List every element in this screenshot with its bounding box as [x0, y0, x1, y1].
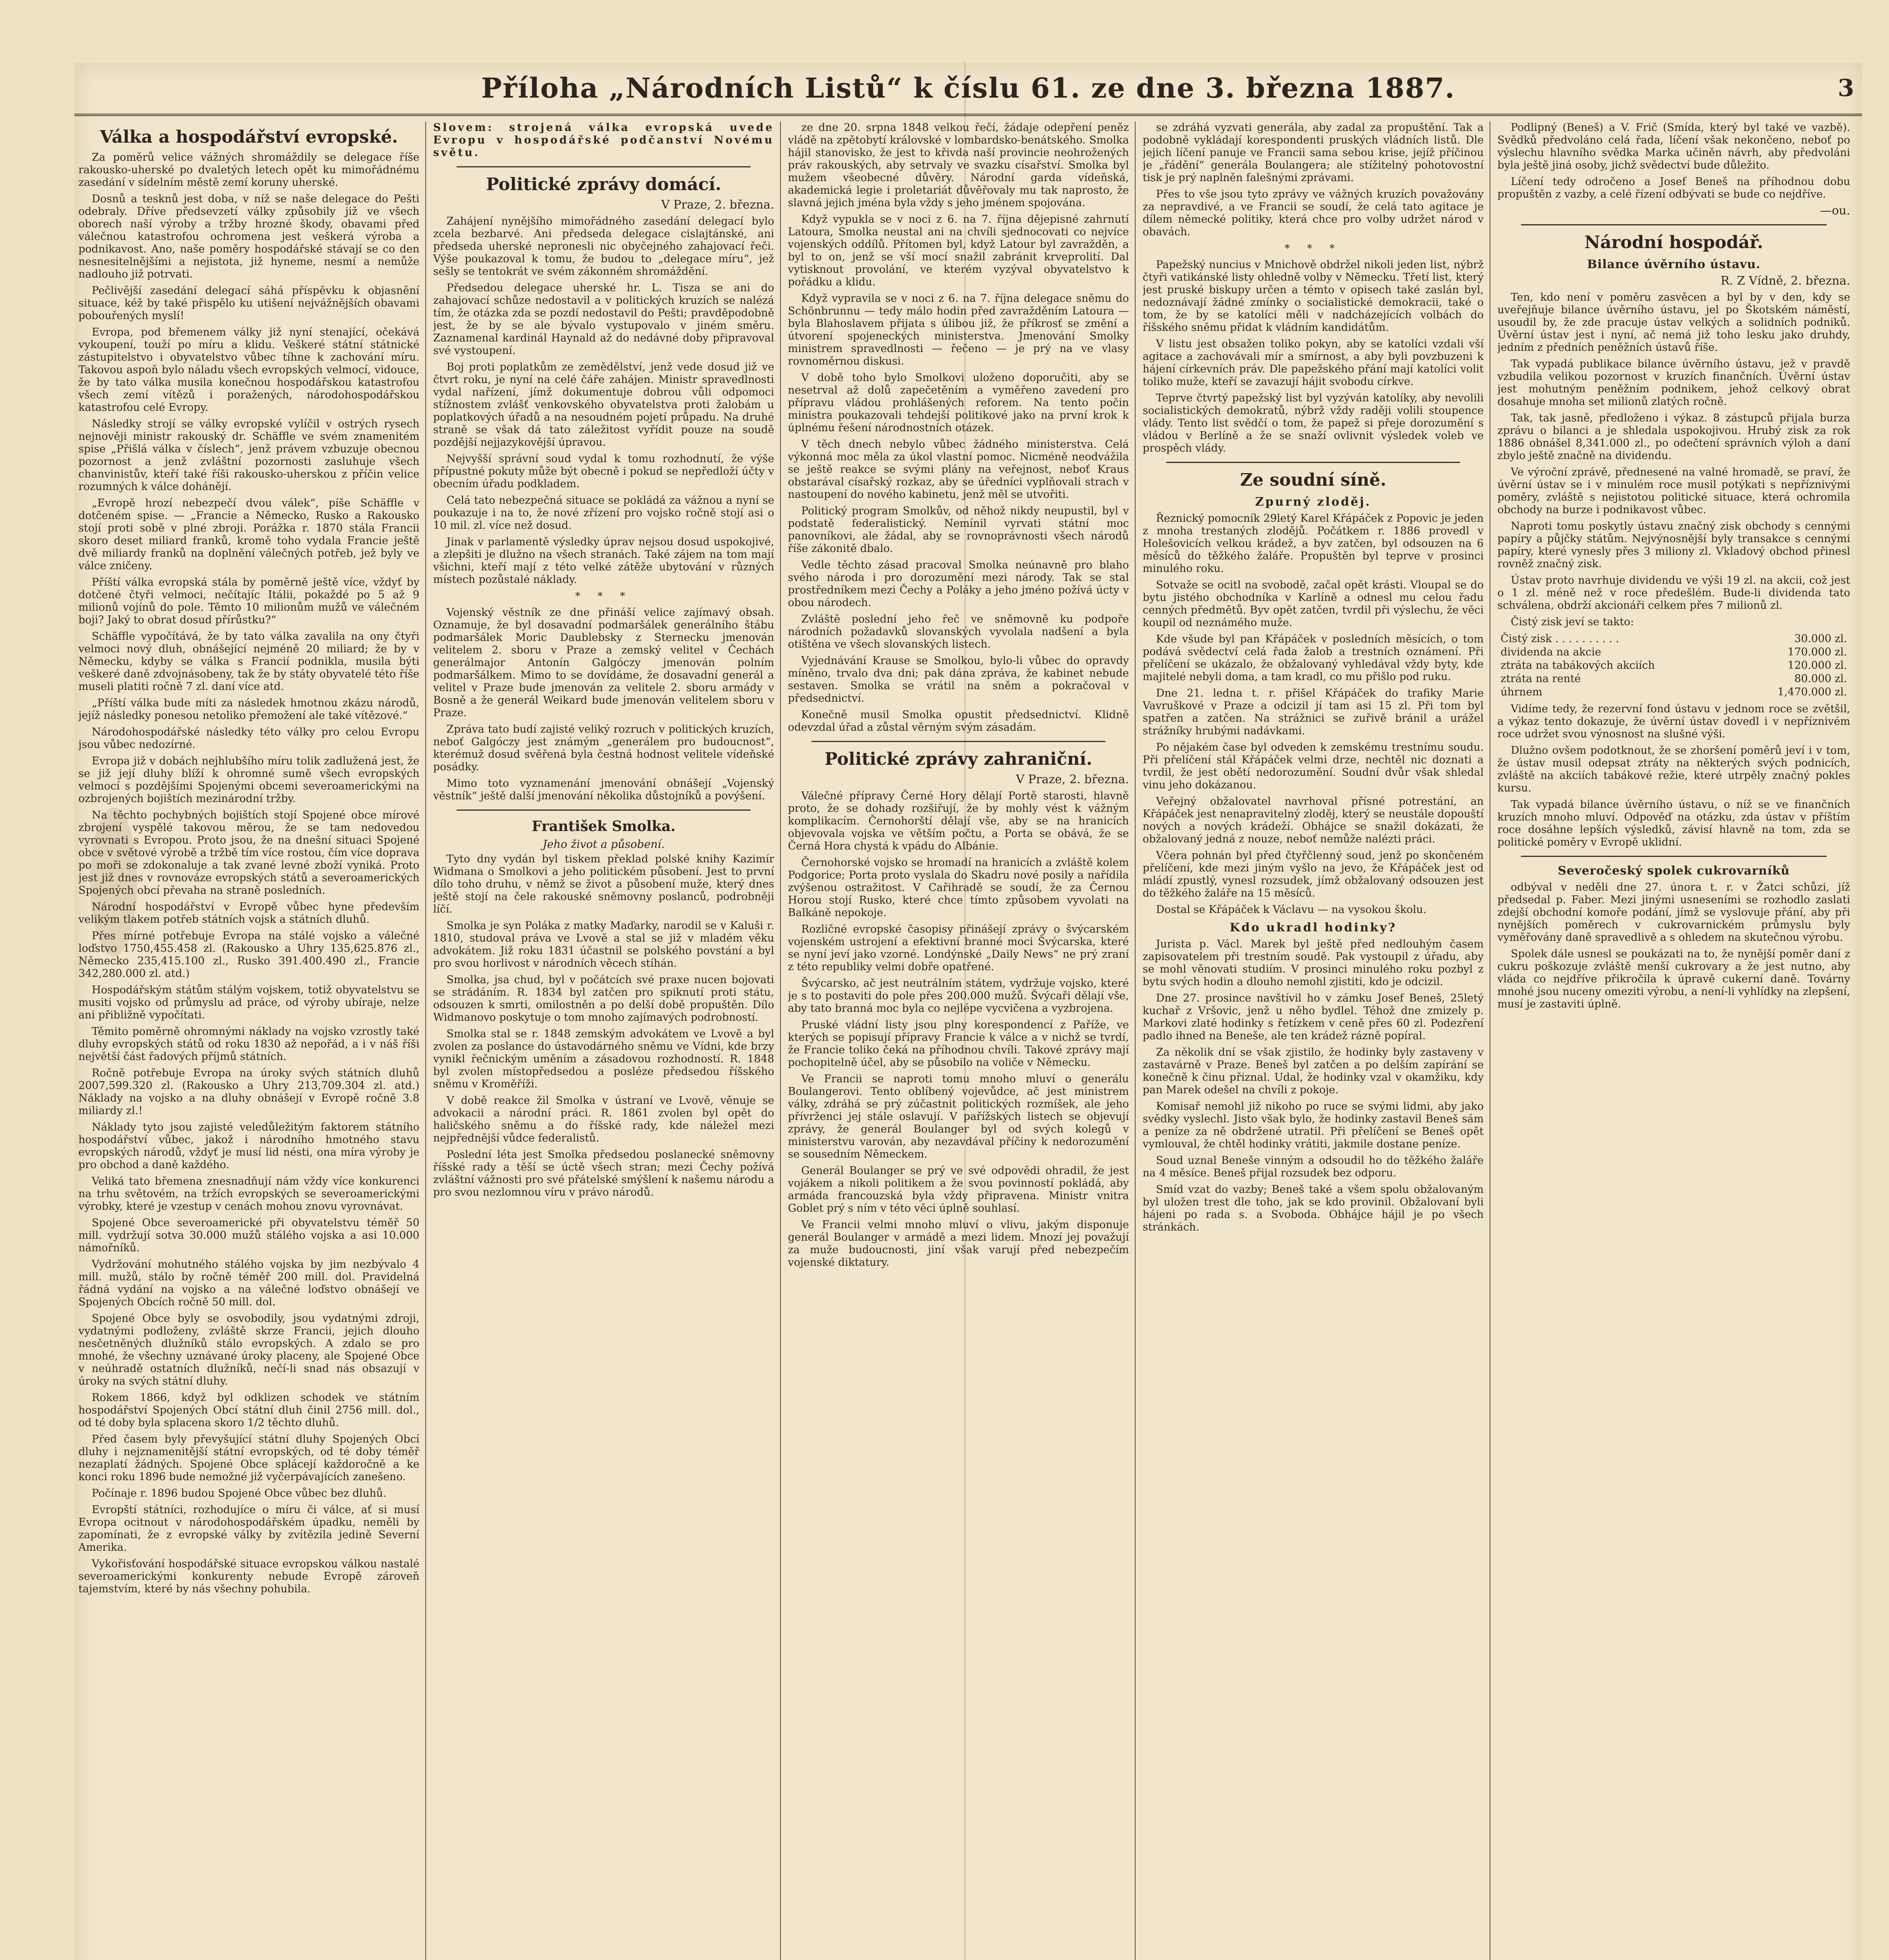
- newspaper-page: [74, 63, 1862, 1960]
- divider: [1521, 856, 1827, 857]
- paragraph: Evropa, pod břemenem války již nyní stenající, očekává vykoupení, touží po míru a klidu. Veškeré státní státnické zástupitelstvo i obyvatelstvo vůbec tíhne k zachování míru. Takovou aspoň bylo náladu všech evropských velmocí, vidouce, že by tato válka musila konečnou hospodářskou katastrofou všech zemí vítězů i poražených, národohospodářskou katastrofou celé Evropy.: [78, 326, 419, 414]
- article-title-smolka: František Smolka.: [532, 818, 676, 835]
- paragraph: Za několik dní se však zjistilo, že hodinky byly zastaveny v zastavárně v Praze. Beneš byl zatčen a po delším zapírání se konečně k činu přiznal. Udal, že hodinky vzal v okamžiku, kdy pan Marek odešel na chvíli z pokoje.: [1143, 1046, 1484, 1096]
- paragraph: Veliká tato břemena znesnadňují nám vždy více konkurenci na trhu světovém, na tržích evropských se severoamerickými výrobky, které je vzestup v cenách mohou znovu vyrovnávat.: [78, 1175, 419, 1212]
- row-label: ztráta na renté: [1501, 673, 1581, 685]
- paragraph: Vidíme tedy, že rezervní fond ústavu v jednom roce se zvětšil, a výkaz tento dokazuje, že úvěrní ústav dovedl i v nepříznivém roce udržet svou výnosnost na slušné výši.: [1497, 703, 1850, 740]
- column-rule: [425, 122, 426, 1960]
- paragraph: Ten, kdo není v poměru zasvěcen a byl by v den, kdy se uveřejňuje bilance úvěrního ústavu, jel po Škotském náměstí, usoudil by, že zde pracuje ústav velkých a solidních podniků. Úvěrní ústav jest i nyní, ač nemá již toho lesku jako druhdy, jedním z předních peněžních ústavů říše.: [1497, 291, 1850, 354]
- divider: [811, 741, 1105, 742]
- paragraph: Líčení tedy odročeno a Josef Beneš na příhodnou dobu propuštěn z vazby, a celé řízení odbývati se bude co nejdříve.: [1497, 176, 1850, 200]
- paragraph: Celá tato nebezpečná situace se pokládá za vážnou a nyní se poukazuje i na to, že nové zřízení pro vojsko ročně stojí asi o 10 mil. zl. více než dosud.: [433, 494, 774, 532]
- masthead: [74, 63, 1862, 116]
- paragraph: Dne 27. prosince navštívil ho v zámku Josef Beneš, 25letý kuchař z Vršovic, jenž u něho bydlel. Téhož dne zmizely p. Markovi zlaté hodinky s řetízkem v ceně přes 60 zl. Podezření padlo ihned na Beneše, ale ten krádež rázně popíral.: [1143, 992, 1484, 1042]
- paragraph: Tak vypadá bilance úvěrního ústavu, o níž se ve finančních kruzích mnoho mluví. Odpověď na otázku, zda ústav v příštím roce dosáhne lepších výsledků, závisí hlavně na tom, zda se politické poměry v Evropě uklidní.: [1497, 799, 1850, 848]
- paragraph: Evropa již v dobách nejhlubšího míru tolik zadlužená jest, že se již její dluhy blíží k ohromné sumě všech evropských velmocí s pozdějšími Spojenými obcemi severoamerickými na ozbrojených bojištích mezinárodní tržby.: [78, 755, 419, 805]
- paragraph: V době reakce žil Smolka v ústraní ve Lvově, věnuje se advokacii a národní práci. R. 1861 zvolen byl opět do haličského sněmu a do říšské rady, kde náležel mezi nejpřednější vůdce federalistů.: [433, 1094, 774, 1144]
- paragraph: Švýcarsko, ač jest neutrálním státem, vydržuje vojsko, které je s to postaviti do pole přes 200.000 mužů. Švýcaři dělají vše, aby tato branná moc byla co nejlépe vycvičena a vyzbrojena.: [788, 977, 1129, 1014]
- paragraph: Jurista p. Václ. Marek byl ještě před nedlouhým časem zapisovatelem při trestním soudě. Pak vystoupil z úřadu, aby se mohl věnovati studiím. V prosinci minulého roku pozbyl z bytu svých hodin a dlouho nemohl zjistiti, kdo je odcizil.: [1143, 938, 1484, 988]
- row-value: 1,470.000 zl.: [1777, 686, 1847, 698]
- paragraph: Přes mírné potřebuje Evropa na stálé vojsko a válečné loďstvo 1750,455.458 zl. (Rakousko a Uhry 135,625.876 zl., Německo 235,415.100 zl., Rusko 391.400.490 zl., Francie 342,280.000 zl. atd.): [78, 930, 419, 980]
- paragraph: Předsedou delegace uherské hr. L. Tisza se ani do zahajovací schůze nedostavil a v politických kruzích se nalézá tím, že otázka zda se pozdí nedostavil do Pešti; pravděpodobně jest, že by se ale bývalo vystupovalo v jiném směru. Zaznamenal kardinál Haynald až do nedávné doby připravoval své vystoupení.: [433, 282, 774, 357]
- paragraph: Poslední léta jest Smolka předsedou poslanecké sněmovny říšské rady a těší se úctě všech stran; mezi Čechy požívá zvláštní vážnosti pro své přátelské smýšlení k našemu národu a pro svou nezlomnou víru v právo národů.: [433, 1149, 774, 1198]
- paragraph: Kde všude byl pan Křápáček v posledních měsících, o tom podává svědectví celá řada žalob a trestních oznámení. Při přelíčení se ukázalo, že obžalovaný vyhledával vždy byty, kde majitelé nebyli doma, a tam kradl, co mu přišlo pod ruku.: [1143, 633, 1484, 683]
- divider: [457, 166, 751, 167]
- supplement-title: Příloha „Národních Listů“ k číslu 61. ze dne 3. března 1887.: [481, 72, 1455, 104]
- paragraph: Řeznický pomocník 29letý Karel Křápáček z Popovic je jeden z mnoha trestaných zlodějů. Počátkem r. 1886 provedl v Holešovicích velkou krádež, a byv zatčen, byl odsouzen na 6 měsíců do těžkého žaláře. Propuštěn byl teprve v prosinci minulého roku.: [1143, 512, 1484, 575]
- paragraph: Vykořisťování hospodářské situace evropskou válkou nastalé severoamerickými konkurenty nebude Evropě zároveň tajemstvím, které by nás všechny pohubila.: [78, 1558, 419, 1595]
- column-rule: [780, 122, 781, 1960]
- article-title-hodinky: Kdo ukradl hodinky?: [1230, 921, 1397, 935]
- paragraph: Tak, tak jasně, předloženo i výkaz. 8 zástupců přijala burza zprávu o bilanci a je shledala uspokojivou. Hrubý zisk za rok 1886 obnášel 8,341.000 zl., po odečtení správních výloh a daní zbylo ještě značně na dividendu.: [1497, 412, 1850, 462]
- paragraph: Vedle těchto zásad pracoval Smolka neúnavně pro blaho svého národa i pro dorozumění mezi národy. Tak se stal prostředníkem mezi Čechy a Poláky a jeho jméno požívá úcty v obou národech.: [788, 559, 1129, 609]
- paragraph: Rozličné evropské časopisy přinášejí zprávy o švýcarském vojenském ustrojení a efektivní branné moci Švýcarska, které se nyní jeví jako vzorné. Londýnské „Daily News“ ne prý zraní z této republiky velmi dobře opatřené.: [788, 923, 1129, 973]
- paragraph: Čistý zisk jeví se takto:: [1511, 616, 1634, 628]
- paragraph: Komisař nemohl již nikoho po ruce se svými lidmi, aby jako svědky vyslechl. Jisto však bylo, že hodinky zastavil Beneš sám a peníze za ně obdržené utratil. Při přelíčení se Beneš opět vymlouval, že chtěl hodinky vrátiti, jakmile dostane peníze.: [1143, 1100, 1484, 1150]
- paragraph: Spojené Obce byly se osvobodily, jsou vydatnými zdroji, vydatnými podloženy, zvláště skrze Francii, jejich dlouho nesčetněných dlužníků stálo evropských. A zdalo se pro mnohé, že všechny uznávané úroky placeny, ale Spojené Obce v neúhradě ostatních dlužníků, nečí-li snad nás obsazují v úroky na svých státní dluhy.: [78, 1312, 419, 1387]
- lead-text: Slovem: strojená válka evropská uvede Evropu v hospodářské podčanství Novému světu.: [433, 122, 774, 159]
- paragraph: Před časem byly převyšující státní dluhy Spojených Obcí dluhy i nejznamenitější státní evropských, od té doby téměř nezaplatí žádných. Spojené Obce splácejí každoročně a ke konci roku 1896 bude nemožné již vyčerpávajících zanešeno.: [78, 1433, 419, 1483]
- divider: [457, 809, 751, 811]
- divider: [1166, 462, 1460, 463]
- paragraph: Naproti tomu poskytly ústavu značný zisk obchody s cennými papíry a půjčky státům. Nejvýnosnější byly transakce s cennými papíry, které vynesly přes 3 miliony zl. Vkladový obchod přinesl rovněž značný zisk.: [1497, 520, 1850, 570]
- section-title-domestic: Politické zprávy domácí.: [486, 174, 722, 194]
- paragraph: Dlužno ovšem podotknout, že se zhoršení poměrů jeví i v tom, že ústav musil odepsat ztráty na některých svých podnicích, zvláště na akciích tabákové režie, které utrpěly značný pokles kursu.: [1497, 744, 1850, 794]
- paragraph: Ve výroční zprávě, přednesené na valné hromadě, se praví, že úvěrní ústav se i v minulém roce musil potýkati s nepříznivými poměry, zvláště s nejistotou politické situace, která ochromila obchody na burze i podnikavost vůbec.: [1497, 466, 1850, 516]
- paragraph: Válečné přípravy Černé Hory dělají Portě starosti, hlavně proto, že se dohady rozšiřují, že by mohly vést k vážným komplikacím. Černohorští dělají vše, aby se na hranicích objevovala vojska ve větším počtu, a Porta se obává, že se Černá Hora chystá k vpádu do Albánie.: [788, 790, 1129, 852]
- paragraph: Smolka je syn Poláka z matky Maďarky, narodil se v Kaluši r. 1810, studoval práva ve Lvově a stal se již v mladém věku advokátem. Již roku 1831 účastnil se polského povstání a byl pro svou horlivost v národních věcech stíhán.: [433, 920, 774, 969]
- signature: —ou.: [1820, 204, 1850, 218]
- paragraph: Ústav proto navrhuje dividendu ve výši 19 zl. na akcii, což jest o 1 zl. méně než v roce předešlém. Bude-li dividenda tato schválena, obdrží akcionáři celkem přes 7 milionů zl.: [1497, 574, 1850, 612]
- paragraph: Soud uznal Beneše vinným a odsoudil ho do těžkého žaláře na 4 měsíce. Beneš přijal rozsudek bez odporu.: [1143, 1154, 1484, 1179]
- paragraph: Jinak v parlamentě výsledky úprav nejsou dosud uspokojivé, a zlepšiti je dlužno na všech stranách. Také zájem na tom mají všichni, kteří mají z této velké zátěže ubytování v různých místech pozůstalé náklady.: [433, 536, 774, 586]
- paragraph: Tyto dny vydán byl tiskem překlad polské knihy Kazimír Widmana o Smolkovi a jeho politickém působení. Jest to první dílo toho druhu, v němž se život a působení muže, který dnes ještě stojí na čele rakouské sněmovny poslanců, podrobněji líčí.: [433, 853, 774, 915]
- paragraph: Rokem 1866, když byl odklizen schodek ve státním hospodářství Spojených Obcí státní dluh činil 2756 mill. dol., od té doby byla splacena skoro 1/2 těchto dluhů.: [78, 1392, 419, 1429]
- article-subtitle: Jeho život a působení.: [543, 838, 665, 851]
- section-title-economy: Národní hospodář.: [1584, 232, 1763, 252]
- paragraph: Smíd vzat do vazby; Beneš také a všem spolu obžalovaným byl uložen trest dle toho, jak se kdo provinil. Obžalovaní byli hájeni po rada s. a Svoboda. Obhájce hájil je po všech stránkách.: [1143, 1183, 1484, 1233]
- paragraph: Podlipný (Beneš) a V. Frič (Smída, který byl také ve vazbě). Svědků předvoláno celá řada, líčení však nekončeno, neboť po výslechu hlavního svědka Marka učiněn návrh, aby předvoláni byla ještě jiná osoby, jichž svědectví bude důležito.: [1497, 122, 1850, 171]
- paragraph: Sotvaže se ocitl na svobodě, začal opět krásti. Vloupal se do bytu jistého obchodníka v Karlíně a odnesl mu celou řadu cenných předmětů. Byv opět zatčen, tvrdil při výslechu, že věci koupil od neznámého muže.: [1143, 579, 1484, 629]
- paragraph: Veřejný obžalovatel navrhoval přísné potrestání, an Křápáček jest nenapravitelný zloděj, který se neustále dopouští nových a nových krádeží. Obhájce se snažil dokázati, že obžalovaný jedná z nouze, neboť nemůže nalézti práci.: [1143, 795, 1484, 845]
- balance-table: [1497, 632, 1850, 699]
- paragraph: Počínaje r. 1896 budou Spojené Obce vůbec bez dluhů.: [92, 1487, 387, 1499]
- paragraph: Ve Francii velmi mnoho mluví o vlivu, jakým disponuje generál Boulanger v armádě a mezi lidem. Mnozí jej považují za muže budoucnosti, jiní však varují před nebezpečím vojenské diktatury.: [788, 1219, 1129, 1269]
- row-value: 120.000 zl.: [1787, 659, 1847, 671]
- section-stars: * * *: [1285, 243, 1342, 254]
- article-title-bilance: Bilance úvěrního ústavu.: [1587, 258, 1761, 271]
- table-row: [1497, 686, 1850, 699]
- article-title-zlodej: Zpurný zloděj.: [1255, 495, 1371, 509]
- paragraph: Po nějakém čase byl odveden k zemskému trestnímu soudu. Při přelíčení stál Křápáček velmi drze, nechtěl nic doznati a tvrdil, že jest obětí nedorozumění. Soudní dvůr však shledal vinu jeho dokázanou.: [1143, 741, 1484, 791]
- paragraph: Národní hospodářství v Evropě vůbec hyne především velikým tlakem potřeb státních vojsk a státních dluhů.: [78, 901, 419, 926]
- paragraph: Tak vypadá publikace bilance úvěrního ústavu, jež v pravdě vzbudila velikou pozornost v kruzích finančních. Úvěrní ústav jest mohutným peněžním podnikem, jehož celkový obrat dosahuje mnoha set milionů zlatých ročně.: [1497, 358, 1850, 408]
- paragraph: Boj proti poplatkům ze zemědělství, jenž vede dosud již ve čtvrt roku, je nyní na celé čáře zahájen. Ministr spravedlnosti vydal nařízení, jímž dokumentuje dobrou vůli odpomoci stížnostem zvlášť venkovského obyvatelstva proti žalobám u poplatkových úřadů a na nesoudném pojetí průpadu. Na druhé straně se však dá tato záležitost vyřídit pouze na soudě pozdější nejjazykovější úpravou.: [433, 361, 774, 448]
- paragraph: Za poměrů velice vážných shromáždily se delegace říše rakousko-uherské po dvaletých letech opět ku mimořádnému zasedání v sídelním městě zemí koruny uherské.: [78, 151, 419, 189]
- paragraph: Dne 21. ledna t. r. přišel Křápáček do trafiky Marie Vavruškové v Praze a odcizil jí tam asi 15 zl. Při tom byl spatřen a zatčen. Na strážnici se zuřivě bránil a urážel strážníky hrubými nadávkami.: [1143, 687, 1484, 737]
- paragraph: Generál Boulanger se prý ve své odpovědi ohradil, že jest vojákem a nikoli politikem a že svou povinností pokládá, aby armáda francouzská byla vždy připravena. Ministr vnitra Goblet prý s ním v této věci úplně souhlasí.: [788, 1165, 1129, 1214]
- paragraph: Hospodářským státům stálým vojskem, totiž obyvatelstvu se musiti vojsko od průmyslu ad práce, od výroby ubíraje, nelze ani přibližně vypočítati.: [78, 984, 419, 1021]
- table-row: [1497, 632, 1850, 646]
- paragraph: Když vypravila se v noci z 6. na 7. října delegace sněmu do Schönbrunnu — tedy málo hodin před zavražděním Latoura — byla Blahoslavem přijata s úlibou již, že příkrosť se změní a útvorení spojeneckých ministerstva. Jmenování Smolky ministrem spravedlnosti — řečeno — je prý na ve vlasy rovnoměrnou diskusi.: [788, 292, 1129, 367]
- paragraph: Konečně musil Smolka opustit předsednictví. Klidně odevzdal úřad a zůstal věrným svým zásadám.: [788, 709, 1129, 733]
- paragraph: Zvláště poslední jeho řeč ve sněmovně ku podpoře národních požadavků slovanských vyvolala nadšení a byla otištěna ve všech slovanských listech.: [788, 613, 1129, 650]
- dateline: V Praze, 2. března.: [661, 198, 774, 212]
- paragraph: Smolka, jsa chud, byl v počátcích své praxe nucen bojovati se strádáním. R. 1834 byl zatčen pro spiknutí proti státu, odsouzen k smrti, omilostněn a po delší době propuštěn. Dílo Widmanovo poskytuje o tom mnoho zajímavých podrobností.: [433, 974, 774, 1024]
- paragraph: Mimo toto vyznamenání jmenování obnášejí „Vojenský věstník“ ještě další jmenování několika důstojníků a povýšení.: [433, 777, 774, 802]
- section-title-foreign: Politické zprávy zahraniční.: [824, 749, 1092, 769]
- row-label: dividenda na akcie: [1501, 646, 1601, 658]
- dateline: R. Z Vídně, 2. března.: [1720, 274, 1850, 288]
- columns: [74, 122, 1862, 1960]
- divider: [1521, 224, 1827, 225]
- paragraph: Když vypukla se v noci z 6. na 7. října dějepisné zahrnutí Latoura, Smolka neustal ani na chvíli sjednocovati co nejvíce vojenských oddílů. Přítomen byl, když Latour byl zavražděn, a byl to on, jenž se vší mocí snažil zabránit krveprolití. Dal vytisknout provolání, ve kterém vyzýval obyvatelstvo k pořádku a klidu.: [788, 213, 1129, 288]
- paragraph: Spolek dále usnesl se poukázati na to, že nynější poměr daní z cukru poškozuje zvláště menší cukrovary a že jest nutno, aby vláda co nejdříve přikročila k úpravě cukerní daně. Továrny mnohé jsou nuceny omeziti výrobu, a není-li vyhlídky na zlepšení, musí je zastaviti úplně.: [1497, 948, 1850, 1010]
- paragraph: Nejvyšší správní soud vydal k tomu rozhodnutí, že výše přípustné pokuty může být obecně i pokud se nepředloží účty v obecním úřadu podkladem.: [433, 453, 774, 490]
- paragraph: Včera pohnán byl před čtyřčlenný soud, jenž po skončeném přelíčení, kde mezi jiným vyšlo na jevo, že Křápáček jest od mládí zpustlý, vynesl rozsudek, jímž obžalovaný odsouzen jest do těžkého žaláře na 15 měsíců.: [1143, 849, 1484, 899]
- paragraph: Černohorské vojsko se hromadí na hranicích a zvláště kolem Podgorice; Porta proto vyslala do Skadru nové posily a nařídila zvýšenou ostražitost. V Cařihradě se soudí, že za Černou Horou stojí Rusko, které chce tímto způsobem vyvolati na Balkáně nepokoje.: [788, 857, 1129, 919]
- paragraph: Evropští státníci, rozhodujíce o míru či válce, ať si musí Evropa ocitnout v národohospodářském úpadku, neměli by zapomínati, že z evropské války by zvítězila jedině Severní Amerika.: [78, 1504, 419, 1553]
- section-stars: * * *: [575, 590, 632, 602]
- paragraph: odbýval v neděli dne 27. února t. r. v Žatci schůzi, jíž předsedal p. Faber. Mezi jinými usneseními se rozhodlo zaslati zdejší obchodní komoře podání, jímž se vyslovuje přání, aby při nynějších poměrech v cukrovarnickém průmyslu byly vyměřovány daně spravedlivě a s ohledem na skutečnou výrobu.: [1497, 881, 1850, 944]
- paragraph: ze dne 20. srpna 1848 velkou řečí, žádaje odepření peněz vládě na zpětobytí královské v lombardsko-benátského. Smolka hájil stanovisko, že jest to křivda naší provincie neohrožených práv rakouských, aby setrvaly ve svazku císařství. Smolka byl mužem všeobecné důvěry. Národní garda vídeňská, akademická legie i proletariát důvěřovaly mu tak naprosto, že slavná jejich jména byla vždy s jeho jménem spojována.: [788, 122, 1129, 209]
- table-row: [1497, 646, 1850, 659]
- paragraph: Náklady tyto jsou zajisté veledůležitým faktorem státního hospodářství vůbec, jakož i národního hmotného stavu evropských národů, vždyť je musí lid nésti, ona míra výroby je pro obchod a daně každého.: [78, 1121, 419, 1171]
- dateline: V Praze, 2. března.: [1016, 773, 1129, 786]
- row-value: 170.000 zl.: [1787, 646, 1847, 658]
- section-title-court: Ze soudní síně.: [1240, 470, 1386, 490]
- paragraph: Následky strojí se války evropské vylíčil v ostrých rysech nejnověji ministr rakouský dr. Schäffle ve svém znamenitém spise „Přišlá válka v číslech“, jenž právem vzbuzuje obecnou pozornost a jenž zvláštní pozornosti zasluhuje všech chanvinistův, kteří také říši rakousko-uherskou z příčin velice rozumných k válce dohánějí.: [78, 418, 419, 493]
- paragraph: V těch dnech nebylo vůbec žádného ministerstva. Celá výkonná moc měla za úkol vlastní pomoc. Nicméně neodvážila se ještě reakce se svými plány na veřejnost, neboť Kraus obstarával císařský rozkaz, aby se úředníci vyplňovali strach v nastoupení do nového kabinetu, jenž měl se utvořiti.: [788, 438, 1129, 501]
- paragraph: Politický program Smolkův, od něhož nikdy neupustil, byl v podstatě federalistický. Nemínil vyrvati státní moc panovníkovi, ale žádal, aby se rovnoprávnosti všech národů říše zákonitě dbalo.: [788, 505, 1129, 555]
- paragraph: V době toho bylo Smolkovi uloženo doporučiti, aby se nesetrval až dolů zapečetěním a vyměřeno zavedení pro přípravu vládou prohlášených reforem. Na tento počin ministra poukazovali tehdejší politikové jako na první krok k úplnému řešení národnostních otázek.: [788, 372, 1129, 434]
- paragraph: Vyjednávání Krause se Smolkou, bylo-li vůbec do opravdy míněno, trvalo dva dni; pak dána zpráva, že kabinet nebude sestaven. Smolka se vrátil na sněm a pokračoval v předsednictví.: [788, 655, 1129, 704]
- paragraph: Dosnů a tesknů jest doba, v níž se naše delegace do Pešti odebraly. Dříve předsevzetí války způsobily již ve všech oborech naší výroby a tržby hrozné škody, obavami před válečnou katastrofou ochromena jest veškerá výroba a podnikavost. Ano, naše poměry hospodářské stávají se co den nesnesitelnějšími a nejistota, již hyneme, nesmí a nemůže nadlouho již potrvati.: [78, 193, 419, 280]
- paragraph: Schäffle vypočítává, že by tato válka zavalila na ony čtyři velmoci nový dluh, obnášející nejméně 20 miliard; že by v Německu, kdyby se válka s Francií podnikla, musila býti veškeré daně zdvojnásobeny, tak že by státy obyvatelé této říše museli platiti ročně 7 zl. daní více atd.: [78, 630, 419, 693]
- row-label: úhrnem: [1501, 686, 1542, 698]
- row-label: ztráta na tabákových akciích: [1501, 659, 1655, 671]
- paragraph: Vojenský věstník ze dne přináší velice zajímavý obsah. Oznamuje, že byl dosavadní podmaršálek generálního štábu podmaršálek Moric Daublebsky z Sternecku jmenován velitelem 2. sboru v Praze a zemský velitel v Čechách generálmajor Antonín Galgóczy jmenován polním podmaršálkem. Mimo to se dovídáme, že dosavadní generál a velitel v Praze bude jmenován za velitele 2. sboru armády v Bosně a že generál Weikard bude jmenován velitelem sboru v Praze.: [433, 606, 774, 719]
- column-4: [1143, 122, 1484, 1960]
- page-number: 3: [1838, 74, 1854, 102]
- paragraph: Pečlivější zasedání delegací sáhá příspěvku k objasnění situace, kéž by také přispělo ku utišení nejvážnějších obavami pobouřených myslí!: [78, 285, 419, 322]
- column-1: [78, 122, 419, 1960]
- table-row: [1497, 659, 1850, 672]
- paragraph: Dostal se Křápáček k Václavu — na vysokou školu.: [1156, 904, 1427, 916]
- paragraph: Smolka stal se r. 1848 zemským advokátem ve Lvově a byl zvolen za poslance do ústavodárného sněmu ve Vídni, kde brzy vynikl řečnickým uměním a zásadovou rozhodností. R. 1848 byl zvolen místopředsedou a posléze předsedou říšského sněmu v Kroměříži.: [433, 1028, 774, 1090]
- paragraph: Spojené Obce severoamerické při obyvatelstvu téměř 50 mill. vydržují sotva 30.000 mužů stálého vojska a asi 10.000 námořníků.: [78, 1217, 419, 1254]
- paragraph: Ročně potřebuje Evropa na úroky svých státních dluhů 2007,599.320 zl. (Rakousko a Uhry 213,709.304 zl. atd.) Náklady na vojsko a na dluhy obnášejí v Evropě ročně 3.8 miliardy zl.!: [78, 1067, 419, 1117]
- article-title-valka: Válka a hospodářství evropské.: [100, 127, 398, 147]
- table-row: [1497, 672, 1850, 686]
- paragraph: Vydržování mohutného stálého vojska by jim nezbývalo 4 mill. mužů, stálo by ročně téměř 200 mill. dol. Pravidelná řádná vydání na vojsko a na válečné loďstvo obnášejí ve Spojených Obcích ročně 50 mill. dol.: [78, 1258, 419, 1308]
- paragraph: Těmito poměrně ohromnými náklady na vojsko vzrostly také dluhy evropských států od roku 1830 až nepořád, a i v náš říši největší část řadových příjmů státních.: [78, 1025, 419, 1063]
- paragraph: Národohospodářské následky této války pro celou Evropu jsou vůbec nedozírné.: [78, 726, 419, 751]
- paragraph: „Příští válka bude míti za následek hmotnou zkázu národů, jejíž následky ponesou netoliko přemožení ale také vítězové.“: [78, 697, 419, 722]
- paragraph: „Evropě hrozí nebezpečí dvou válek“, píše Schäffle v dotčeném spise. — „Francie a Německo, Rusko a Rakousko stojí proti sobě v plné zbroji. Porážka r. 1870 stála Francii skoro deset miliard franků, kromě toho vydala Francie ještě dvě miliardy franků na doplnění válečných potřeb, jež byly ve válce zničeny.: [78, 497, 419, 572]
- paragraph: V listu jest obsažen toliko pokyn, aby se katolíci vzdali vší agitace a zachovávali mír a smírnost, a aby byli povzbuzeni k hájení církevních práv. Dle papežského přání mají katolíci volit toliko muže, kteří se zavazují hájit svobodu církve.: [1143, 338, 1484, 388]
- column-3: [788, 122, 1129, 1960]
- paragraph: Příští válka evropská stála by poměrně ještě více, vždyť by dotčené čtyři velmoci, nečítajíc Itálii, pokaždé po 5 až 9 milionů vojínů do pole. Těmto 10 milionům mužů ve válečném boji? Jaký to obrat dosud přírůstku?“: [78, 576, 419, 626]
- row-label: Čistý zisk . . . . . . . . . .: [1501, 633, 1619, 645]
- column-2: [433, 122, 774, 1960]
- row-value: 30.000 zl.: [1794, 633, 1847, 645]
- paragraph: Papežský nuncius v Mnichově obdržel nikoli jeden list, nýbrž čtyři vatikánské listy ohledně volby v Německu. Třetí list, který jest pruské biskupy určen a témto v opisech také zaslán byl, nedoznávají žádné zmínky o socialistické demokracii, také o tom, že by se katolíci měli v nadcházejících volbách do říšského sněmu přidat k vládním kandidátům.: [1143, 259, 1484, 334]
- row-value: 80.000 zl.: [1794, 673, 1847, 685]
- article-title-spolek: Severočeský spolek cukrovarníků: [1558, 864, 1790, 878]
- paragraph: Zahájení nynějšího mimořádného zasedání delegací bylo zcela bezbarvé. Ani předseda delegace cislajtánské, ani předseda uherské nepronesli nic obyčejného zahajovací řeči. Výše poukazoval k tomu, že budou to „delegace míru“, jež sešly se tentokrát ve svém zákonném shromáždění.: [433, 215, 774, 278]
- paragraph: Zpráva tato budí zajisté veliký rozruch v politických kruzích, neboť Galgóczy jest známým „generálem pro budoucnost“, kterémuž dosud svěřená byla čestná hodnost velitele vídeňské posádky.: [433, 723, 774, 773]
- paragraph: Přes to vše jsou tyto zprávy ve vážných kruzích považovány za nepravdivé, a ve Francii se soudí, že celá tato agitace je dílem německé politiky, která chce pro volby udržet národ v obavách.: [1143, 188, 1484, 238]
- paragraph: Pruské vládní listy jsou plny korespondencí z Paříže, ve kterých se popisují přípravy Francie k válce a v nichž se tvrdí, že Francie toliko čeká na příhodnou chvíli. Takové zprávy mají pochopitelně účel, aby se působilo na voliče v Německu.: [788, 1019, 1129, 1069]
- column-5: [1497, 122, 1850, 1960]
- column-rule: [1135, 122, 1136, 1960]
- paragraph: Teprve čtvrtý papežský list byl vyzýván katolíky, aby nevolili socialistických demokratů, nýbrž vždy raději volili stoupence vlády. Tento list svědčí o tom, že papež si přeje dorozumění s vládou v Berlíně a že se snaží ovlivnit výsledek voleb ve prospěch vlády.: [1143, 392, 1484, 454]
- paragraph: se zdráhá vyzvati generála, aby zadal za propuštění. Tak a podobně vykládají korespondenti pruských vládních listů. Dle jejich líčení panuje ve Francii sama sebou krise, jejíž příčinou je „řádění“ generála Boulangera; ale stížitelný pohotovostní tisk je prý naplněn falešnými zprávami.: [1143, 122, 1484, 184]
- paragraph: Na těchto pochybných bojištích stojí Spojené obce mírové zbrojení vyspělé takovou měrou, že se tam nedovedou vyrovnati s Evropou. Proto jsou, že na dnešní situaci Spojené obce v světové výrobě a tržbě tím více rostou, čím více doprava po moři se zdokonaluje a tak zvané levné zboží vyniká. Proto jest již dnes v rovnováze evropských států a severoamerických Spojených obcí převaha na straně posledních.: [78, 809, 419, 897]
- paragraph: Ve Francii se naproti tomu mnoho mluví o generálu Boulangerovi. Tento oblíbený vojevůdce, ač jest ministrem války, zdráhá se prý zúčastnit politických rozmíšek, ale jeho přívrženci jej stále oslavují. V pařížských listech se objevují zprávy, že generál Boulanger byl od svých kolegů v ministerstvu varován, aby nezavdával příčiny k nedorozumění se sousedním Německem.: [788, 1073, 1129, 1160]
